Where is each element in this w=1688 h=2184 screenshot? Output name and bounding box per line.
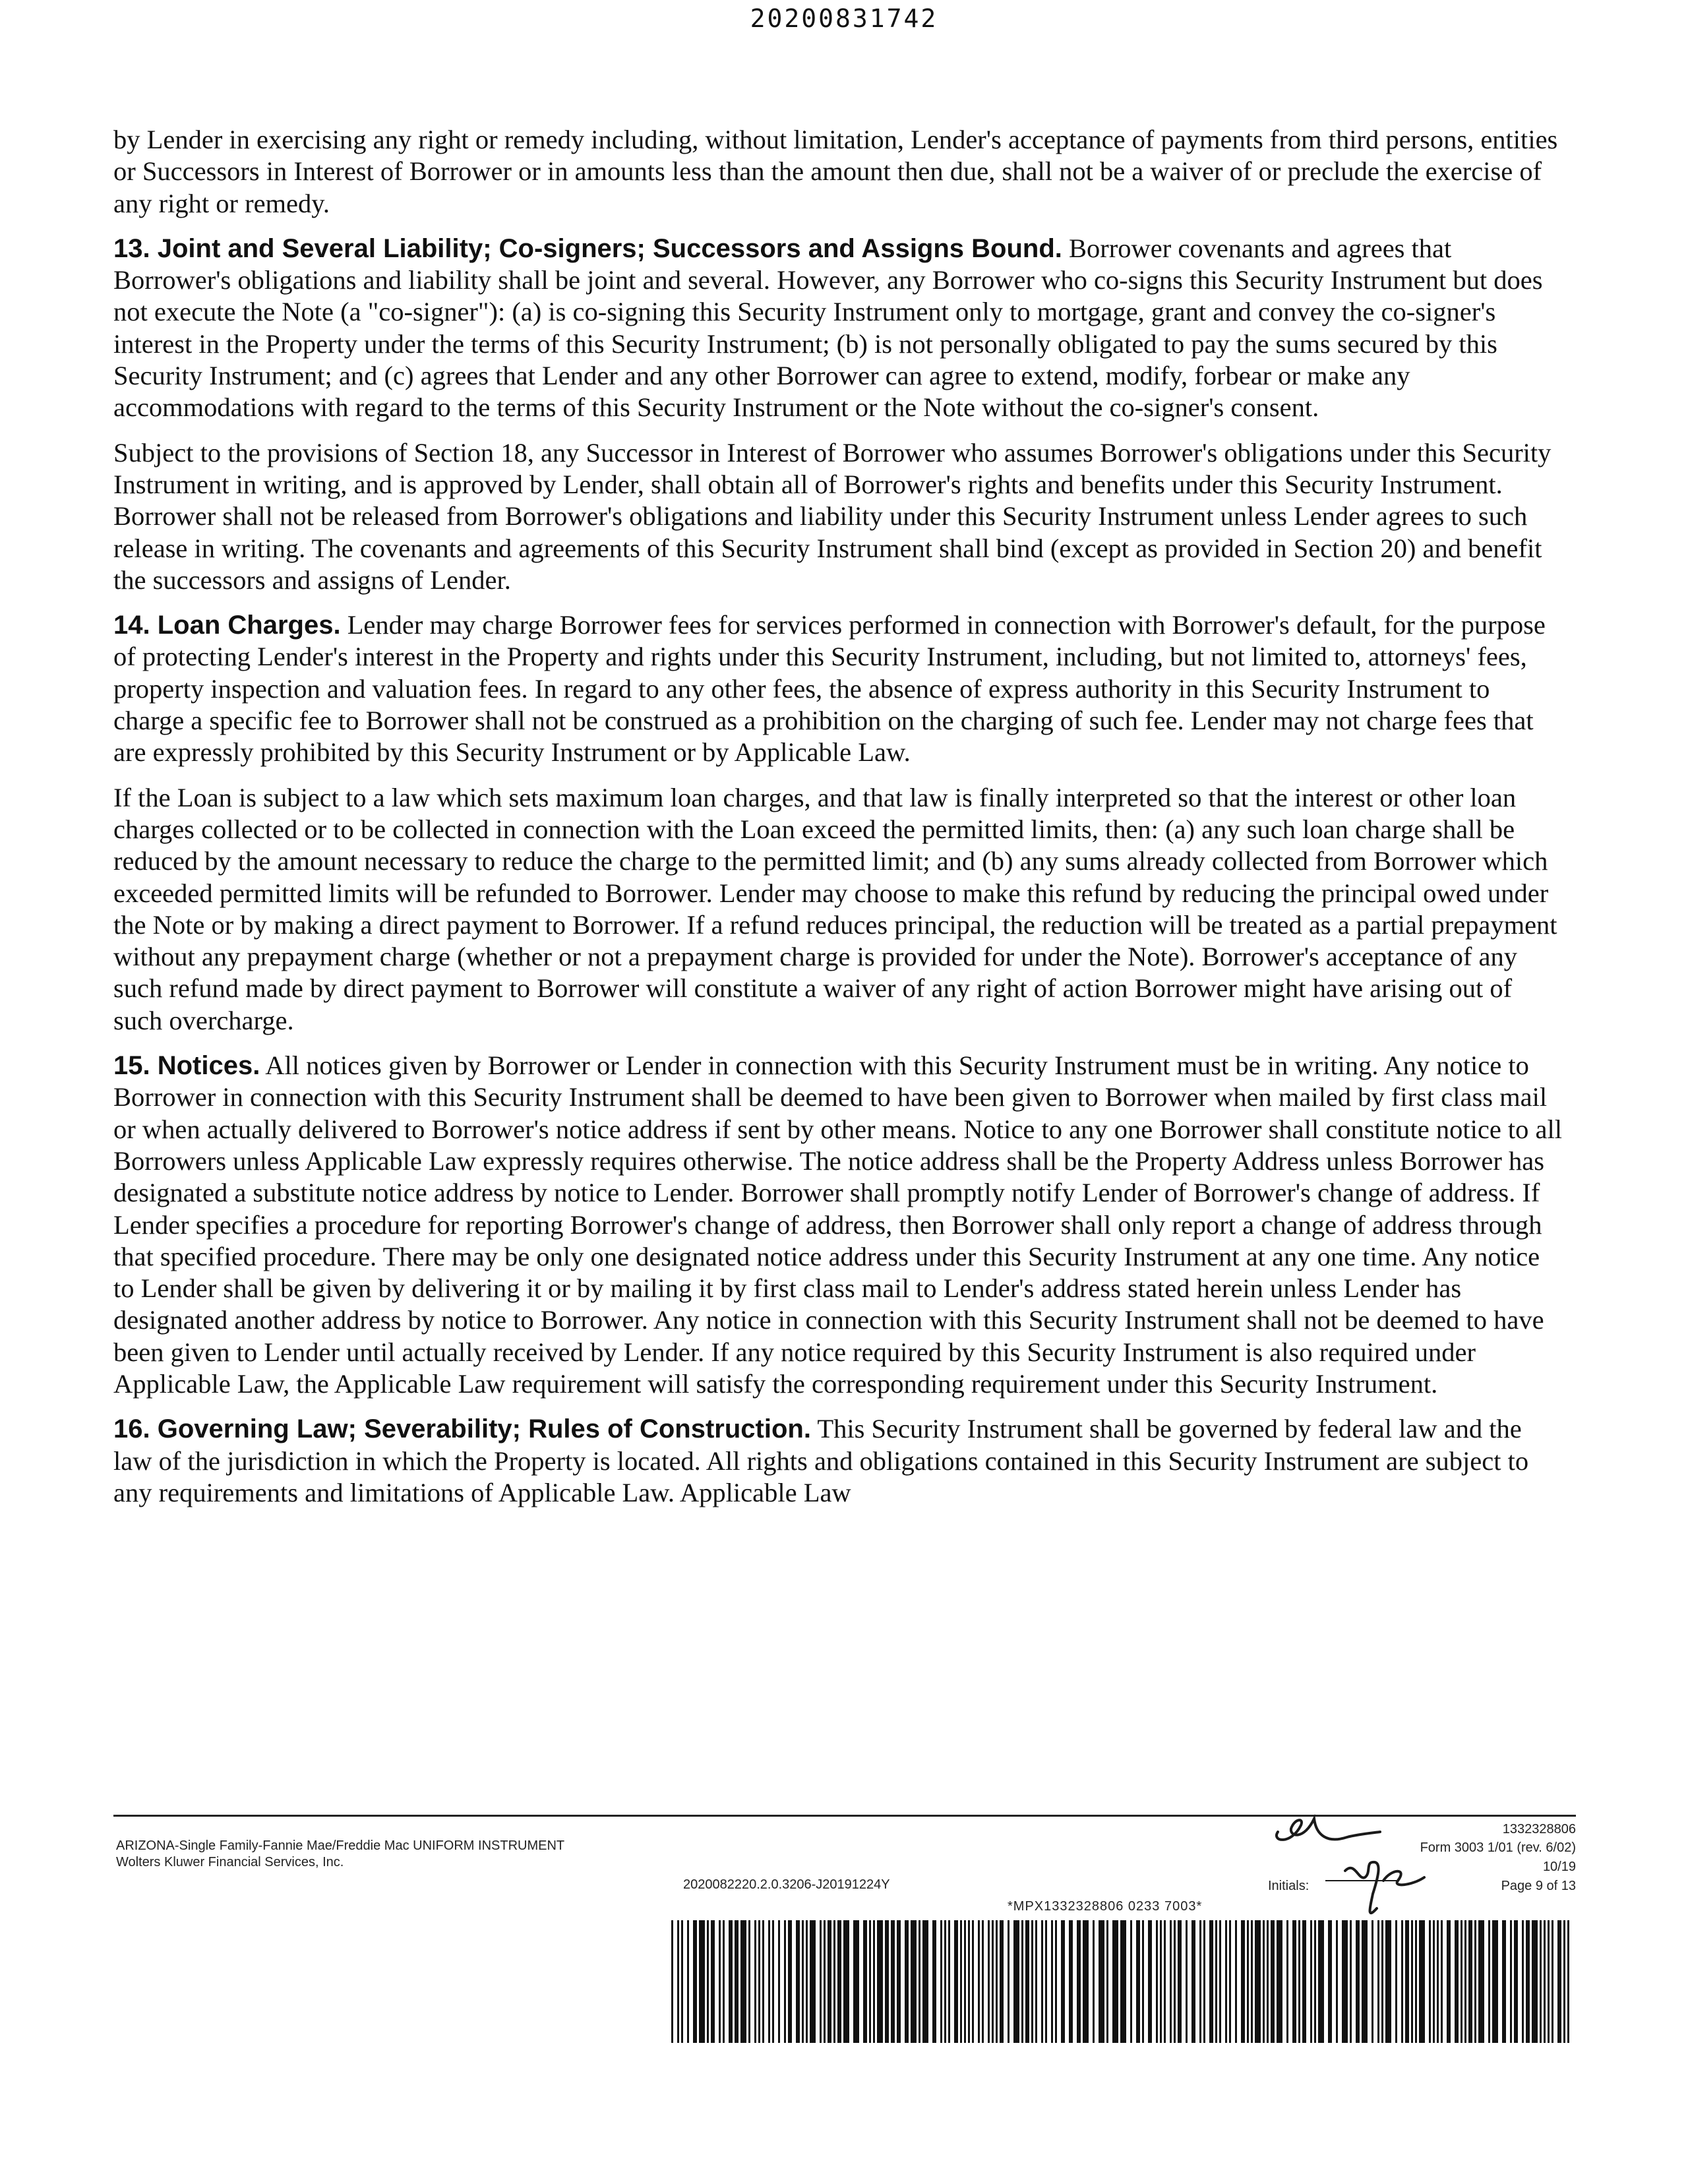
barcode-bar xyxy=(707,1920,709,2043)
section-16 xyxy=(113,1413,1564,1509)
barcode-bar xyxy=(1405,1920,1409,2043)
barcode-bar xyxy=(1277,1920,1282,2043)
barcode-bar xyxy=(1474,1920,1476,2043)
barcode-bar xyxy=(1502,1920,1506,2043)
barcode-bar xyxy=(988,1920,990,2043)
section-heading: 14. Loan Charges. xyxy=(113,611,341,640)
paragraph-text: by Lender in exercising any right or remedy including, without limitation, Lender's acceptance of payments from third persons, entities or Successors in Interest of Borrower or in amounts less than the amount then due, shall not be a waiver of or preclude the exercise of any right or remedy. xyxy=(113,125,1558,218)
barcode-bar xyxy=(982,1920,984,2043)
barcode-bar xyxy=(1199,1920,1201,2043)
barcode-bar xyxy=(996,1920,998,2043)
barcode-bar xyxy=(1055,1920,1057,2043)
barcode-bar xyxy=(968,1920,970,2043)
barcode-bar xyxy=(1478,1920,1484,2043)
barcode-bar xyxy=(828,1920,831,2043)
barcode-bar xyxy=(891,1920,895,2043)
barcode-bar xyxy=(1302,1920,1306,2043)
barcode-bar xyxy=(1025,1920,1029,2043)
barcode-bar xyxy=(869,1920,871,2043)
barcode-bar xyxy=(1106,1920,1108,2043)
barcode-bar xyxy=(972,1920,974,2043)
barcode-bar xyxy=(1336,1920,1338,2043)
barcode-text: *MPX1332328806 0233 7003* xyxy=(1008,1899,1203,1914)
barcode-bar xyxy=(905,1920,909,2043)
initials-label: Initials: xyxy=(1268,1879,1310,1893)
barcode-bar xyxy=(687,1920,689,2043)
barcode-bar xyxy=(1209,1920,1213,2043)
barcode-bar xyxy=(1255,1920,1261,2043)
barcode-bar xyxy=(802,1920,804,2043)
barcode-bar xyxy=(1000,1920,1004,2043)
document-number: 20200831742 xyxy=(750,4,938,33)
barcode-bar xyxy=(1069,1920,1073,2043)
barcode-bar xyxy=(723,1920,725,2043)
barcode-bar xyxy=(1548,1920,1550,2043)
barcode-bar xyxy=(1318,1920,1324,2043)
paragraph-text: Subject to the provisions of Section 18, any Successor in Interest of Borrower who assumes Borrower's obligations under this Security Instrument in writing, and is approved by Lender, shall obtain all of Borrower's rights and benefits under this Security Instrument. Borrower shall not be released from Borrower's obligations and liability under this Security Instrument unless Lender agrees to such release in writing. The covenants and agreements of this Security Instrument shall bind (except as provided in Section 20) and benefit the successors and assigns of Lender. xyxy=(113,437,1552,595)
barcode-bar xyxy=(719,1920,721,2043)
barcode-bar xyxy=(1544,1920,1546,2043)
barcode-bar xyxy=(693,1920,697,2043)
section-heading: 15. Notices. xyxy=(113,1051,260,1081)
barcode-bar xyxy=(788,1920,792,2043)
revision-date: 10/19 xyxy=(1542,1860,1576,1874)
barcode-bar xyxy=(1411,1920,1413,2043)
barcode-bar xyxy=(699,1920,705,2043)
publisher: Wolters Kluwer Financial Services, Inc. xyxy=(116,1855,344,1869)
barcode-bar xyxy=(940,1920,942,2043)
barcode-bar xyxy=(1415,1920,1417,2043)
barcode-bar xyxy=(1350,1920,1352,2043)
barcode-bar xyxy=(1328,1920,1332,2043)
barcode-bar xyxy=(944,1920,946,2043)
barcode-bar xyxy=(1526,1920,1530,2043)
barcode-bar xyxy=(1219,1920,1221,2043)
barcode-bar xyxy=(1170,1920,1172,2043)
barcode-bar xyxy=(1552,1920,1553,2043)
barcode-bar xyxy=(1455,1920,1459,2043)
barcode-bar xyxy=(1395,1920,1397,2043)
barcode-bar xyxy=(677,1920,679,2043)
barcode-bar xyxy=(1540,1920,1542,2043)
barcode-bar xyxy=(1051,1920,1053,2043)
barcode-bar xyxy=(919,1920,920,2043)
barcode-bar xyxy=(1441,1920,1443,2043)
barcode-bar xyxy=(885,1920,889,2043)
barcode-bar xyxy=(1215,1920,1217,2043)
section-15 xyxy=(113,1050,1564,1400)
barcode-bar xyxy=(1433,1920,1435,2043)
barcode-bar xyxy=(1532,1920,1538,2043)
barcode-bar xyxy=(1186,1920,1188,2043)
barcode-bar xyxy=(768,1920,770,2043)
barcode-bar xyxy=(1314,1920,1316,2043)
paragraph-text: This Security Instrument shall be governed by federal law and the law of the jurisdiction in which the Property is located. All rights and obligations contained in this Security Instrument are subject to any requirements and limitations of Applicable Law. Applicable Law xyxy=(113,1414,1529,1507)
barcode-bar xyxy=(1247,1920,1249,2043)
barcode-bar xyxy=(1419,1920,1425,2043)
barcode-bar xyxy=(1461,1920,1462,2043)
barcode-bar xyxy=(873,1920,875,2043)
barcode-bar xyxy=(1148,1920,1152,2043)
doc-code: 2020082220.2.0.3206-J20191224Y xyxy=(683,1877,890,1892)
section-14 xyxy=(113,609,1564,768)
barcode-bar xyxy=(1235,1920,1237,2043)
barcode-bar xyxy=(1174,1920,1176,2043)
barcode-bar xyxy=(833,1920,835,2043)
barcode-bar xyxy=(1437,1920,1439,2043)
paragraph-text: If the Loan is subject to a law which sets maximum loan charges, and that law is finally interpreted so that the interest or other loan charges collected or to be collected in connection with the Loan exceed the permitted limits, then: (a) any such loan charge shall be reduced by the amount necessary to reduce the charge to the permitted limit; and (b) any sums already collected from Borrower which exceeded permitted limits will be refunded to Borrower. Lender may choose to make this refund by reducing the principal owed under the Note or by making a direct payment to Borrower. If a refund reduces principal, the reduction will be treated as a partial prepayment without any prepayment charge (whether or not a prepayment charge is provided for under the Note). Borrower's acceptance of any such refund made by direct payment to Borrower will constitute a waiver of any right of action Borrower might have arising out of such overcharge. xyxy=(113,782,1557,1035)
barcode-bar xyxy=(1021,1920,1023,2043)
barcode-bar xyxy=(1031,1920,1033,2043)
barcode-bar xyxy=(853,1920,859,2043)
initials-signature xyxy=(1319,1854,1464,1927)
barcode-bar xyxy=(1203,1920,1205,2043)
barcode-bar xyxy=(1310,1920,1312,2043)
barcode-bar xyxy=(1099,1920,1104,2043)
barcode-bar xyxy=(758,1920,760,2043)
barcode-bar xyxy=(1298,1920,1300,2043)
barcode-bar xyxy=(1464,1920,1466,2043)
barcode-bar xyxy=(1164,1920,1166,2043)
barcode-bar xyxy=(1251,1920,1253,2043)
barcode-bar xyxy=(1229,1920,1231,2043)
barcode-bar xyxy=(1567,1920,1569,2043)
barcode-bar xyxy=(992,1920,994,2043)
form-number: Form 3003 1/01 (rev. 6/02) xyxy=(1420,1840,1576,1855)
barcode-bar xyxy=(1225,1920,1227,2043)
barcode-bar xyxy=(1077,1920,1081,2043)
loan-number: 1332328806 xyxy=(1502,1822,1576,1836)
barcode-bar xyxy=(1429,1920,1431,2043)
barcode-bar xyxy=(1013,1920,1019,2043)
barcode-bar xyxy=(1160,1920,1162,2043)
barcode-bar xyxy=(1112,1920,1118,2043)
barcode-bar xyxy=(796,1920,800,2043)
barcode-bar xyxy=(1488,1920,1490,2043)
barcode-bar xyxy=(748,1920,750,2043)
barcode-bar xyxy=(932,1920,936,2043)
barcode-bar xyxy=(729,1920,733,2043)
section-heading: 13. Joint and Several Liability; Co-signers; Successors and Assigns Bound. xyxy=(113,233,1062,263)
barcode-bar xyxy=(1120,1920,1126,2043)
barcode-bar xyxy=(1093,1920,1095,2043)
form-title: ARIZONA-Single Family-Fannie Mae/Freddie Mac UNIFORM INSTRUMENT xyxy=(116,1838,565,1853)
barcode-bar xyxy=(1514,1920,1518,2043)
barcode-bar xyxy=(784,1920,786,2043)
barcode-bar xyxy=(837,1920,841,2043)
barcode-bar xyxy=(1510,1920,1512,2043)
barcode-bar xyxy=(1271,1920,1275,2043)
barcode-bar xyxy=(1008,1920,1010,2043)
barcode-bar xyxy=(978,1920,980,2043)
paragraph-continuation xyxy=(113,124,1564,220)
barcode-bar xyxy=(711,1920,715,2043)
barcode-bar xyxy=(1156,1920,1158,2043)
paragraph-text: Lender may charge Borrower fees for services performed in connection with Borrower's default, for the purpose of protecting Lender's interest in the Property and rights under this Security Instrument, including, but not limited to, attorneys' fees, property inspection and valuation fees. In regard to any other fees, the absence of express authority in this Security Instrument to charge a specific fee to Borrower shall not be construed as a prohibition on the charging of such fee. Lender may not charge fees that are expressly prohibited by this Security Instrument or by Applicable Law. xyxy=(113,610,1546,768)
barcode-bar xyxy=(1178,1920,1182,2043)
barcode-bar xyxy=(1342,1920,1348,2043)
barcode-bar xyxy=(1045,1920,1047,2043)
barcode-bar xyxy=(1083,1920,1089,2043)
barcode-bar xyxy=(1130,1920,1132,2043)
section-13 xyxy=(113,233,1564,424)
barcode-bar xyxy=(1447,1920,1451,2043)
barcode-bar xyxy=(1557,1920,1561,2043)
barcode-bar xyxy=(911,1920,917,2043)
barcode-bar xyxy=(762,1920,764,2043)
barcode-bar xyxy=(1241,1920,1245,2043)
barcode-bar xyxy=(1362,1920,1368,2043)
barcode xyxy=(671,1920,1575,2043)
paragraph-text: All notices given by Borrower or Lender in connection with this Security Instrument must be in writing. Any notice to Borrower in connection with this Security Instrument shall be deemed to have been given to Borrower when mailed by first class mail or when actually delivered to Borrower's notice address if sent by other means. Notice to any one Borrower shall constitute notice to all Borrowers unless Applicable Law expressly requires otherwise. The notice address shall be the Property Address unless Borrower has designated a substitute notice address by notice to Lender. Borrower shall promptly notify Lender of Borrower's change of address. If Lender specifies a procedure for reporting Borrower's change of address, then Borrower shall only report a change of address through that specified procedure. There may be only one designated notice address under this Security Instrument at any one time. Any notice to Lender shall be given by delivering it or by mailing it by first class mail to Lender's address stated herein unless Lender has designated another address by notice to Borrower. Any notice in connection with this Security Instrument shall not be deemed to have been given to Lender until actually received by Lender. If any notice required by this Security Instrument is also required under Applicable Law, the Applicable Law requirement will satisfy the corresponding requirement under this Security Instrument. xyxy=(113,1050,1563,1399)
barcode-bar xyxy=(1267,1920,1269,2043)
barcode-bar xyxy=(1356,1920,1360,2043)
barcode-bar xyxy=(1522,1920,1524,2043)
barcode-bar xyxy=(1381,1920,1383,2043)
barcode-bar xyxy=(681,1920,683,2043)
barcode-bar xyxy=(1292,1920,1296,2043)
barcode-bar xyxy=(735,1920,738,2043)
barcode-bar xyxy=(1191,1920,1195,2043)
barcode-bar xyxy=(897,1920,901,2043)
barcode-bar xyxy=(877,1920,883,2043)
barcode-bar xyxy=(1563,1920,1565,2043)
barcode-bar xyxy=(1041,1920,1043,2043)
section-14-paragraph-2 xyxy=(113,782,1564,1037)
page-number: Page 9 of 13 xyxy=(1501,1879,1576,1893)
barcode-bar xyxy=(1492,1920,1498,2043)
barcode-bar xyxy=(1286,1920,1288,2043)
barcode-bar xyxy=(778,1920,780,2043)
barcode-bar xyxy=(806,1920,808,2043)
barcode-bar xyxy=(954,1920,958,2043)
barcode-bar xyxy=(754,1920,756,2043)
barcode-bar xyxy=(1263,1920,1265,2043)
section-13-paragraph-2 xyxy=(113,437,1564,596)
section-heading: 16. Governing Law; Severability; Rules of Construction. xyxy=(113,1414,811,1444)
barcode-bar xyxy=(964,1920,966,2043)
barcode-bar xyxy=(820,1920,822,2043)
barcode-bar xyxy=(1401,1920,1403,2043)
barcode-bar xyxy=(948,1920,950,2043)
barcode-bar xyxy=(843,1920,849,2043)
barcode-bar xyxy=(922,1920,928,2043)
barcode-bar xyxy=(671,1920,673,2043)
barcode-bar xyxy=(1468,1920,1472,2043)
barcode-bar xyxy=(1142,1920,1144,2043)
barcode-bar xyxy=(1035,1920,1037,2043)
barcode-bar xyxy=(810,1920,816,2043)
barcode-bar xyxy=(1372,1920,1373,2043)
document-body xyxy=(113,124,1564,1522)
barcode-bar xyxy=(1061,1920,1065,2043)
barcode-bar xyxy=(772,1920,774,2043)
barcode-bar xyxy=(863,1920,867,2043)
signature-mark xyxy=(1265,1805,1383,1852)
barcode-bar xyxy=(740,1920,746,2043)
barcode-bar xyxy=(1136,1920,1140,2043)
paragraph-text: Borrower covenants and agrees that Borrower's obligations and liability shall be joint and several. However, any Borrower who co-signs this Security Instrument but does not execute the Note (a "co-signer"): (a) is co-signing this Security Instrument only to mortgage, grant and convey the co-signer's interest in the Property under the terms of this Security Instrument; (b) is not personally obligated to pay the sums secured by this Security Instrument; and (c) agrees that Lender and any other Borrower can agree to extend, modify, forbear or make any accommodations with regard to the terms of this Security Instrument or the Note without the co-signer's consent. xyxy=(113,233,1543,423)
barcode-bar xyxy=(960,1920,962,2043)
barcode-bar xyxy=(1385,1920,1391,2043)
barcode-bar xyxy=(824,1920,826,2043)
barcode-bar xyxy=(1377,1920,1379,2043)
